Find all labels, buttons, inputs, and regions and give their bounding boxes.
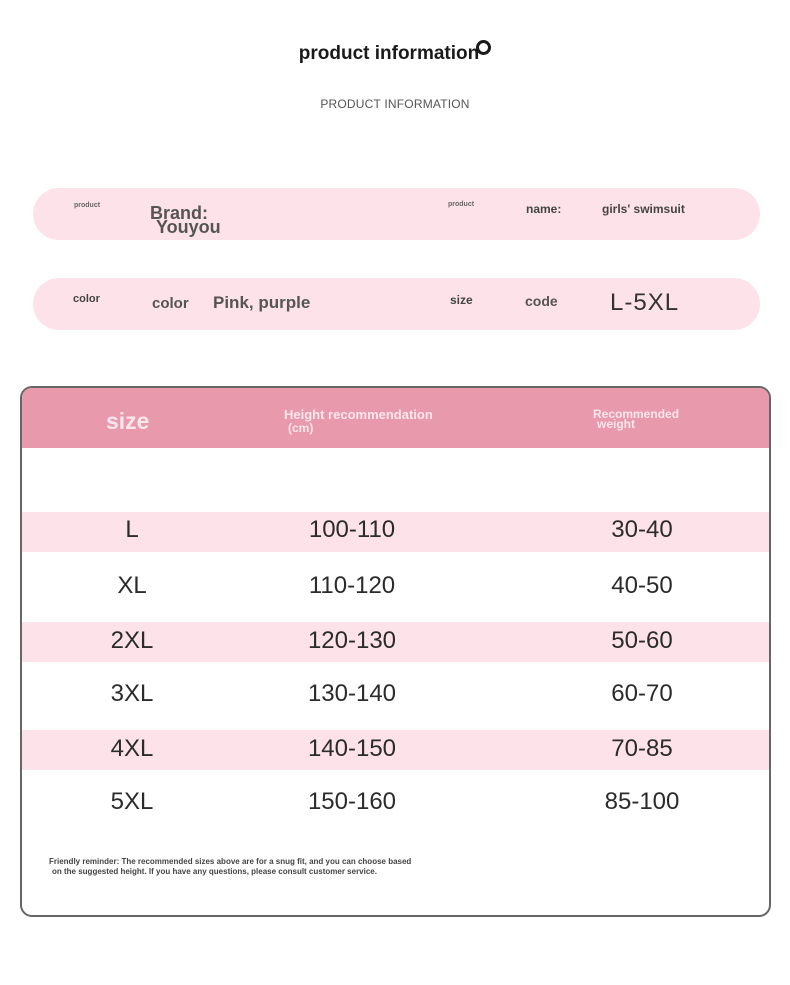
height-cell: 140-150	[307, 735, 397, 762]
friendly-reminder	[49, 857, 411, 877]
header-height-line2: (cm)	[288, 421, 314, 435]
size-cell: 4XL	[110, 735, 154, 762]
size-table	[20, 386, 771, 917]
header-weight-line2: weight	[597, 417, 635, 431]
size-cell: 2XL	[110, 627, 154, 654]
weight-cell: 60-70	[611, 680, 673, 707]
table-row	[22, 730, 769, 770]
ring-icon	[476, 40, 491, 55]
height-cell: 120-130	[307, 627, 397, 654]
reminder-line-2: on the suggested height. If you have any questions, please consult customer service.	[52, 867, 377, 876]
code-label: code	[525, 293, 558, 309]
weight-cell: 85-100	[604, 788, 680, 815]
size-cell: XL	[117, 572, 147, 599]
name-label: name:	[526, 202, 562, 216]
header-weight-line1: Recommended	[593, 407, 680, 421]
height-cell: 100-110	[308, 516, 396, 543]
header-height-line1: Height recommendation	[284, 407, 433, 422]
weight-cell: 70-85	[611, 735, 673, 762]
size-cell: L	[125, 516, 139, 543]
page-subtitle: PRODUCT INFORMATION	[320, 97, 470, 111]
weight-cell: 50-60	[611, 627, 673, 654]
table-row	[22, 568, 769, 608]
table-row	[22, 676, 769, 716]
size-cell: 5XL	[110, 788, 154, 815]
brand-label: Brand:	[150, 203, 208, 223]
weight-cell: 30-40	[611, 516, 673, 543]
name-value: girls' swimsuit	[602, 202, 685, 216]
table-row	[22, 784, 769, 824]
table-row	[22, 512, 769, 552]
color-label: color	[152, 295, 189, 312]
size-small-label: size	[450, 293, 473, 307]
brand-value: Youyou	[156, 217, 221, 237]
page-title	[0, 40, 790, 65]
height-cell: 110-120	[308, 572, 396, 599]
table-header	[22, 388, 769, 448]
weight-cell: 40-50	[611, 572, 673, 599]
reminder-line-1: Friendly reminder: The recommended sizes above are for a snug fit, and you can choose based	[49, 857, 412, 866]
header-size: size	[106, 408, 150, 434]
brand-small-label: product	[74, 202, 101, 209]
name-small-label: product	[448, 201, 475, 208]
table-row	[22, 622, 769, 662]
height-cell: 130-140	[307, 680, 397, 707]
color-value: Pink, purple	[213, 293, 311, 312]
size-cell: 3XL	[110, 680, 154, 707]
title-text: product information	[298, 43, 480, 64]
code-value: L-5XL	[610, 289, 680, 316]
color-small-label: color	[73, 293, 100, 305]
height-cell: 150-160	[307, 788, 397, 815]
